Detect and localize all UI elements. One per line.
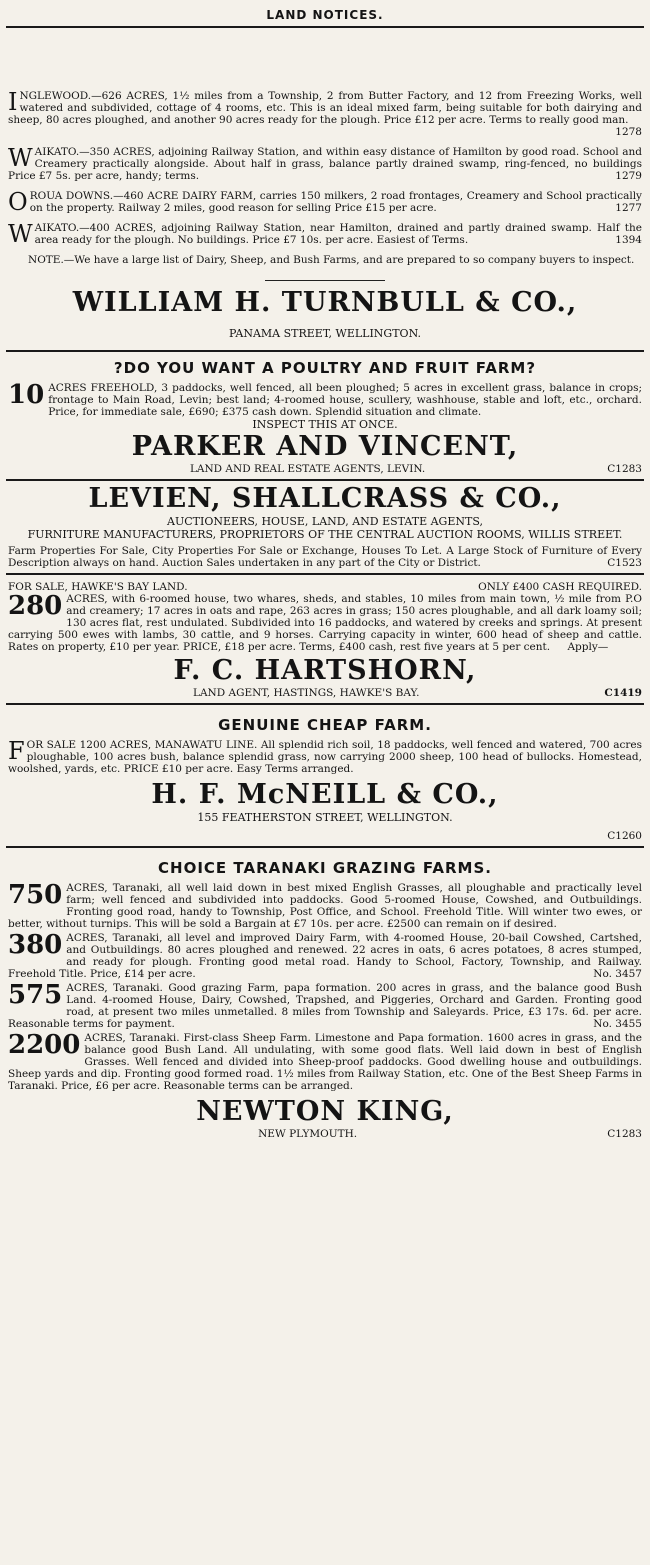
ad-code: C1523 — [607, 557, 642, 569]
levien-text — [4, 545, 646, 569]
mcneill-section — [4, 705, 646, 842]
short-rule — [265, 280, 385, 281]
drop-cap: W — [8, 222, 33, 246]
ad-code: C1260 — [607, 830, 642, 842]
ad-text: ACRES FREEHOLD, 3 paddocks, well fenced, all been ploughed; 5 acres in excellent grass, balance in crops; frontage to Main Road, Levin; best land; 4-roomed house, scullery, washhouse, stable and loft, etc., orchard. Price, for immediate sale, £690; £375 cash down. Splendid situation and climate. — [48, 382, 642, 418]
hartshorn-sub: LAND AGENT, HASTINGS, HAWKE'S BAY. — [192, 687, 420, 699]
ad-code: 1278 — [615, 126, 642, 138]
ad-poultry-farm — [4, 382, 646, 418]
ad-code: 1394 — [615, 234, 642, 246]
acreage-number: 10 — [8, 382, 45, 410]
mcneill-address: 155 FEATHERSTON STREET, WELLINGTON. — [197, 811, 453, 824]
ad-taranaki-750 — [4, 882, 646, 930]
acreage-number: 380 — [8, 932, 63, 960]
ad-code: C1283 — [607, 463, 642, 475]
page-header: LAND NOTICES. — [266, 8, 384, 22]
acreage-number: 280 — [8, 593, 63, 621]
parker-section — [4, 352, 646, 475]
drop-cap: I — [8, 90, 18, 116]
ad-inglewood — [4, 90, 646, 138]
mcneill-footer — [4, 830, 646, 842]
ad-text: ACRES, with 6-roomed house, two whares, sheds, and stables, 10 miles from main town, ½ mile from P.O and creamery; 17 acres in oats and rape, 263 acres in grass; 150 acres ploughable, and all dark loamy soil; 130 acres flat, rest undulated. Subdivided into 16 paddocks, and watered by creeks and springs. At present carrying 500 ewes with lambs, 30 cattle, and 9 horses. Carrying capacity in winter, 600 head of sheep and cattle. Rates on property, £10 per year. PRICE, £18 per acre. Terms, £400 cash, rest five years at 5 per cent. — [8, 593, 642, 653]
ad-text: Farm Properties For Sale, City Properties For Sale or Exchange, Houses To Let. A Large Stock of Furniture of Every Description always on hand. Auction Sales undertaken in any part of the City or District. — [8, 545, 642, 569]
hartshorn-agent: F. C. HARTSHORN, — [173, 655, 477, 686]
ad-taranaki-380 — [4, 932, 646, 980]
ad-text: ROUA DOWNS.—460 ACRE DAIRY FARM, carries 150 milkers, 2 road frontages, Creamery and School practically on the property. Railway 2 miles, good reason for selling Price £15 per acre. — [29, 190, 642, 214]
turnbull-address: PANAMA STREET, WELLINGTON. — [228, 327, 421, 340]
ad-code: No. 3457 — [593, 968, 642, 980]
ad-text: AIKATO.—400 ACRES, adjoining Railway Station, near Hamilton, drained and partly drained swamp. Half the area ready for the plough. No buildings. Price £7 10s. per acre. Easiest of Terms. — [34, 222, 642, 246]
ad-code: No. 3455 — [593, 1018, 642, 1030]
parker-footer — [4, 463, 646, 475]
king-address: NEW PLYMOUTH. — [258, 1128, 358, 1140]
king-headline: CHOICE TARANAKI GRAZING FARMS. — [158, 859, 492, 877]
ad-waikato-350 — [4, 146, 646, 182]
acreage-number: 750 — [8, 882, 63, 910]
parker-sub: LAND AND REAL ESTATE AGENTS, LEVIN. — [189, 463, 426, 475]
ad-text: ACRES, Taranaki. Good grazing Farm, papa formation. 200 acres in grass, and the balance good Bush Land. 4-roomed House, Dairy, Cowshed, Trapshed, and Piggeries, Orchard and Garden. Fronting good road, at present two miles unmetalled. 8 miles from Township and Saleyards. Price, £3 17s. 6d. per acre. Reasonable terms for payment. — [8, 982, 642, 1030]
ad-hawkes-bay — [4, 593, 646, 653]
parker-agent: PARKER AND VINCENT, — [131, 431, 519, 462]
drop-cap: W — [8, 146, 33, 172]
parker-inspect: INSPECT THIS AT ONCE. — [252, 418, 398, 431]
ad-code: C1419 — [604, 687, 642, 699]
mcneill-headline: GENUINE CHEAP FARM. — [218, 716, 432, 734]
drop-cap: F — [8, 739, 25, 765]
acreage-number: 575 — [8, 982, 63, 1010]
parker-headline: ?DO YOU WANT A POULTRY AND FRUIT FARM? — [113, 359, 537, 377]
hartshorn-topline — [4, 581, 646, 593]
turnbull-note: NOTE.—We have a large list of Dairy, Sheep, and Bush Farms, and are prepared to so company buyers to inspect. — [28, 254, 635, 266]
drop-cap: O — [8, 190, 28, 214]
ad-taranaki-2200 — [4, 1032, 646, 1092]
ad-text: ACRES, Taranaki, all level and improved Dairy Farm, with 4-roomed House, 20-bail Cowshed, Cartshed, and Outbuildings. 80 acres ploughed and renewed. 22 acres in oats, 6 acres potatoes, 8 acres stumped, and ready for plough. Fronting good metal road. Handy to School, Factory, Township, and Railway. Freehold Title. Price, £14 per acre. — [8, 932, 642, 980]
ad-text: OR SALE 1200 ACRES, MANAWATU LINE. All splendid rich soil, 18 paddocks, well fenced and watered, 700 acres ploughable, 100 acres bush, balance splendid grass, now carrying 2000 sheep, 100 head of bullocks. Homestead, woolshed, yards, etc. PRICE £10 per acre. Easy Terms arranged. — [8, 739, 642, 775]
hartshorn-section — [4, 575, 646, 699]
ad-text: ACRES, Taranaki, all well laid down in best mixed English Grasses, all ploughable and practically level farm; well fenced and subdivided into paddocks. Good 5-roomed House, Cowshed, and Outbuildings. Fronting good road, handy to Township, Post Office, and School. Freehold Title. Will winter two ewes, or better, without turnips. This will be sold a Bargain at £7 10s. per acre. £2500 can remain on if desired. — [8, 882, 642, 930]
ad-code: 1277 — [615, 202, 642, 214]
king-section — [4, 848, 646, 1140]
ad-code: C1283 — [607, 1128, 642, 1140]
hartshorn-right: ONLY £400 CASH REQUIRED. — [478, 581, 642, 593]
levien-agent: LEVIEN, SHALLCRASS & CO., — [88, 483, 562, 514]
mcneill-agent: H. F. McNEILL & CO., — [151, 779, 499, 810]
ad-manawatu — [4, 739, 646, 775]
ad-waikato-400 — [4, 222, 646, 246]
turnbull-agent: WILLIAM H. TURNBULL & CO., — [72, 287, 578, 318]
ad-text: NGLEWOOD.—626 ACRES, 1½ miles from a Township, 2 from Butter Factory, and 12 from Freezing Works, well watered and subdivided, cottage of 4 rooms, etc. This is an ideal mixed farm, being suitable for both dairying and sheep, 80 acres ploughed, and another 90 acres ready for the plough. Price £12 per acre. Terms to really good man. — [8, 90, 642, 126]
king-agent: NEWTON KING, — [196, 1096, 454, 1127]
ad-text: AIKATO.—350 ACRES, adjoining Railway Station, and within easy distance of Hamilton by good road. School and Creamery practically alongside. About half in grass, balance partly drained swamp, ring-fenced, no buildings Price £7 5s. per acre, handy; terms. — [8, 146, 642, 182]
king-footer — [4, 1128, 646, 1140]
hartshorn-left: FOR SALE, HAWKE'S BAY LAND. — [8, 581, 188, 593]
acreage-number: 2200 — [8, 1032, 81, 1060]
ad-taranaki-575 — [4, 982, 646, 1030]
ad-code: 1279 — [615, 170, 642, 182]
levien-sub2: FURNITURE MANUFACTURERS, PROPRIETORS OF THE CENTRAL AUCTION ROOMS, WILLIS STREET. — [27, 528, 623, 541]
ad-oroua-downs — [4, 190, 646, 214]
levien-sub1: AUCTIONEERS, HOUSE, LAND, AND ESTATE AGENTS, — [167, 515, 483, 528]
levien-section — [4, 481, 646, 569]
ad-text: ACRES, Taranaki. First-class Sheep Farm. Limestone and Papa formation. 1600 acres in grass, and the balance good Bush Land. All undulating, with some good flats. Well laid down in best of English Grasses. Well fenced and divided into Sheep-proof paddocks. Good dwelling house and outbuildings. Sheep yards and dip. Fronting good formed road. 1½ miles from Railway Station, etc. One of the Best Sheep Farms in Taranaki. Price, £6 per acre. Reasonable terms can be arranged. — [8, 1032, 642, 1092]
turnbull-section — [4, 28, 646, 340]
apply-label: Apply— — [567, 641, 609, 653]
hartshorn-footer — [4, 687, 646, 699]
